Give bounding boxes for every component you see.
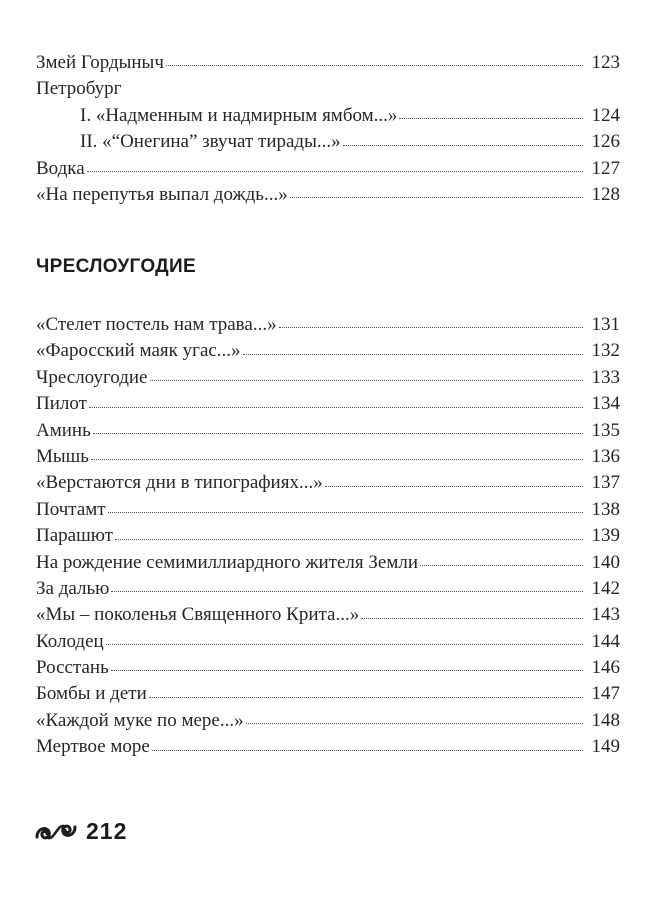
dot-leader [246, 723, 583, 724]
toc-entry [36, 312, 620, 338]
toc-entry [36, 576, 620, 602]
toc-entry [36, 629, 620, 655]
toc-entry-title: «Каждой муке по мере...» [36, 709, 244, 731]
toc-entry [36, 76, 620, 102]
dot-leader [343, 145, 583, 146]
swirl-ornament-icon [34, 820, 78, 844]
dot-leader [87, 171, 583, 172]
dot-leader [91, 459, 583, 460]
toc-entry-title: На рождение семимиллиардного жителя Земли [36, 551, 419, 573]
toc-entry-page: 147 [591, 683, 620, 705]
toc-entry-title: Змей Гордыныч [36, 52, 164, 73]
dot-leader [89, 407, 583, 408]
dot-leader [152, 750, 583, 751]
toc-entry [36, 523, 620, 549]
toc-entry-title: Колодец [36, 630, 104, 652]
toc-list-continued [36, 50, 620, 208]
toc-entry-page: 127 [591, 157, 620, 179]
toc-entry-title: Аминь [36, 419, 91, 441]
toc-entry [36, 418, 620, 444]
dot-leader [279, 327, 583, 328]
toc-entry-title: Петробург [36, 78, 122, 100]
toc-entry-title: I. «Надменным и надмирным ямбом...» [80, 104, 398, 126]
toc-entry-title: «Фаросский маяк угас...» [36, 340, 241, 362]
toc-entry-page: 128 [591, 183, 620, 205]
toc-entry-page: 139 [591, 525, 620, 547]
toc-entry-page: 148 [591, 709, 620, 731]
dot-leader [111, 591, 583, 592]
toc-entry-title: Пилот [36, 393, 87, 415]
dot-leader [106, 644, 583, 645]
toc-entry [36, 655, 620, 681]
toc-list-section [36, 312, 620, 761]
toc-entry-title: Бомбы и дети [36, 683, 147, 705]
dot-leader [399, 118, 583, 119]
dot-leader [149, 697, 583, 698]
toc-entry-title: Чреслоугодие [36, 366, 148, 388]
toc-entry-title: II. «“Онегина” звучат тирады...» [80, 131, 341, 153]
dot-leader [111, 670, 583, 671]
toc-entry-page: 123 [591, 52, 620, 73]
dot-leader [166, 65, 583, 66]
toc-entry-page: 126 [591, 131, 620, 153]
dot-leader [93, 433, 583, 434]
toc-subentry [36, 103, 620, 129]
toc-entry-page: 144 [591, 630, 620, 652]
toc-entry [36, 444, 620, 470]
page-footer [34, 818, 127, 845]
toc-subentry [36, 129, 620, 155]
toc-entry-page: 137 [591, 472, 620, 494]
dot-leader [115, 539, 583, 540]
dot-leader [420, 565, 583, 566]
toc-entry-page: 136 [591, 445, 620, 467]
toc-entry [36, 470, 620, 496]
toc-entry [36, 391, 620, 417]
toc-entry-title: Мертвое море [36, 736, 150, 758]
toc-entry-page: 138 [591, 498, 620, 520]
toc-entry-title: «Верстаются дни в типографиях...» [36, 472, 323, 494]
toc-entry [36, 602, 620, 628]
section-heading: ЧРЕСЛОУГОДИЕ [36, 256, 196, 277]
toc-entry [36, 365, 620, 391]
toc-entry-page: 133 [591, 366, 620, 388]
toc-entry [36, 50, 620, 76]
dot-leader [150, 380, 584, 381]
toc-entry-title: Парашют [36, 525, 113, 547]
toc-entry [36, 497, 620, 523]
toc-entry [36, 681, 620, 707]
toc-entry [36, 182, 620, 208]
toc-entry-title: Почтамт [36, 498, 106, 520]
toc-entry-page: 143 [591, 604, 620, 626]
toc-entry-title: «Стелет постель нам трава...» [36, 314, 277, 335]
toc-entry [36, 156, 620, 182]
toc-entry-page: 131 [591, 314, 620, 335]
toc-entry-page: 146 [591, 657, 620, 679]
toc-entry-title: «Мы – поколенья Священного Крита...» [36, 604, 360, 626]
dot-leader [361, 618, 583, 619]
dot-leader [243, 354, 583, 355]
dot-leader [290, 197, 583, 198]
dot-leader [325, 486, 583, 487]
toc-entry [36, 338, 620, 364]
toc-entry [36, 708, 620, 734]
toc-entry-title: Росстань [36, 657, 109, 679]
toc-entry-title: За далью [36, 577, 110, 599]
toc-entry-page: 124 [591, 104, 620, 126]
toc-entry-title: Водка [36, 157, 85, 179]
dot-leader [108, 512, 583, 513]
toc-entry-page: 134 [591, 393, 620, 415]
toc-entry-title: Мышь [36, 445, 89, 467]
toc-entry [36, 550, 620, 576]
toc-entry-page: 135 [591, 419, 620, 441]
toc-entry-page: 140 [591, 551, 620, 573]
toc-entry [36, 734, 620, 760]
toc-entry-page: 149 [591, 736, 620, 758]
toc-entry-title: «На перепутья выпал дождь...» [36, 183, 288, 205]
page-number: 212 [86, 818, 128, 844]
toc-entry-page: 142 [591, 577, 620, 599]
toc-entry-page: 132 [591, 340, 620, 362]
